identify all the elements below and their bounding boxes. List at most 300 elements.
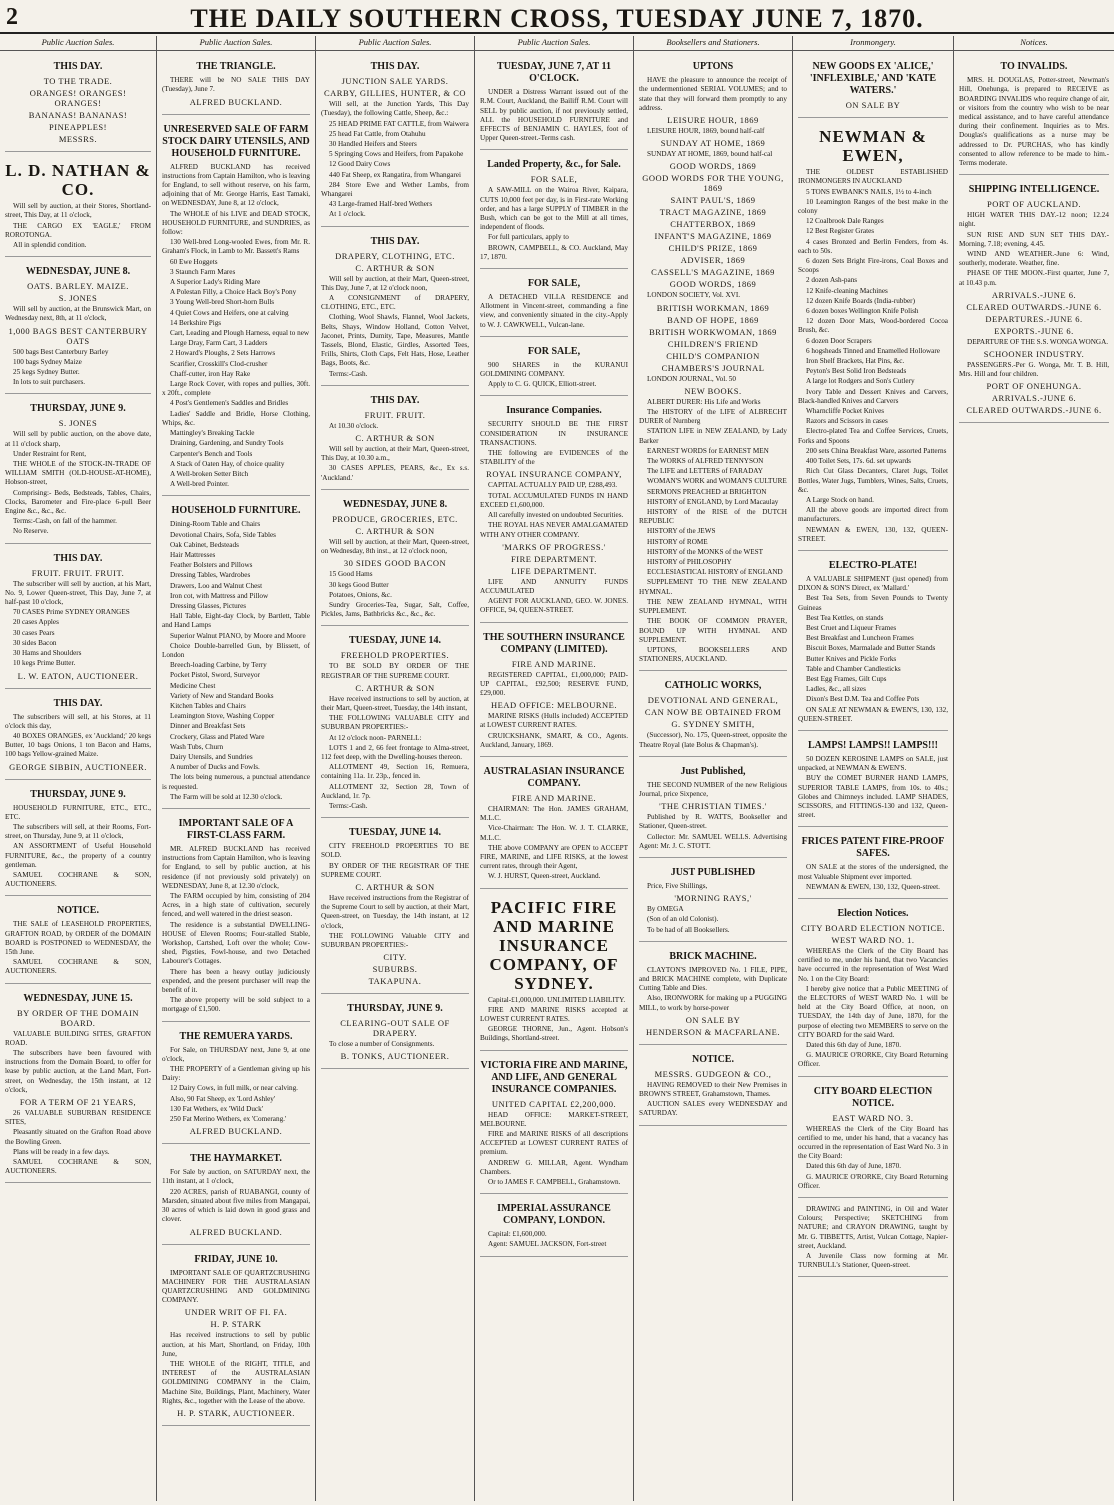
- ad-text-line: FIRE AND MARINE.: [511, 658, 597, 669]
- ad-text-line: A DETACHED VILLA RESIDENCE and Allotment in Vincent-street, commanding a fine view, and conveniently situated in the city.-Apply to W. J. CAWKWELL, Vulcan-lane.: [480, 293, 628, 329]
- ad-text-line: Terms:-Cash.: [329, 369, 368, 378]
- ad-text-line: 40 BOXES ORANGES, ex 'Auckland;' 20 kegs Butter, 10 bags Onions, 1 ton Bacon and Hams, 100 bags Yellow-grained Maize.: [5, 731, 151, 759]
- advertisement: [480, 892, 628, 1051]
- ad-text-line: 14 Berkshire Pigs: [170, 318, 222, 327]
- advertisement: [798, 121, 948, 551]
- ad-text-line: All carefully invested on undoubted Securities.: [488, 511, 624, 520]
- ad-text-line: A Polestan Filly, a Choice Hack Boy's Pony: [170, 288, 297, 297]
- advertisement: [321, 55, 469, 226]
- ad-text-line: Dated this 6th day of June, 1870.: [806, 1041, 902, 1050]
- ad-text-line: UNDER WRIT OF FI. FA.: [184, 1307, 288, 1318]
- ad-text-line: PINEAPPLES!: [49, 122, 107, 133]
- ad-text-line: 440 Fat Sheep, ex Rangatira, from Whangarei: [329, 170, 461, 179]
- ad-text-line: 6 dozen Sets Bright Fire-irons, Coal Boxes and Scoops: [798, 257, 948, 275]
- column-header: Public Auction Sales.: [157, 36, 315, 51]
- ad-text-line: 30 kegs Good Butter: [329, 580, 389, 589]
- ad-text-line: THE OLDEST ESTABLISHED IRONMONGERS IN AUCKLAND: [798, 168, 948, 186]
- ad-text-line: 900 SHARES in the KURANUI GOLDMINING COMPANY.: [480, 360, 628, 379]
- ad-heading: WEDNESDAY, JUNE 8.: [342, 498, 448, 510]
- ad-text-line: Apply to C. G. QUICK, Elliott-street.: [488, 380, 597, 389]
- ad-text-line: Wharncliffe Pocket Knives: [806, 407, 885, 416]
- ad-text-line: Ivory Table and Dessert Knives and Carvers, Black-handled Knives and Carvers: [798, 387, 948, 405]
- ad-text-line: CAN NOW BE OBTAINED FROM: [644, 707, 782, 718]
- advertisement: [798, 902, 948, 1077]
- ad-heading: TUESDAY, JUNE 14.: [348, 827, 442, 839]
- advertisement: [959, 178, 1109, 423]
- ad-text-line: THE above COMPANY are OPEN to ACCEPT FIRE, MARINE, and LIFE RISKS, at the lowest current rates, through their Agent,: [480, 843, 628, 871]
- ad-text-line: Will sell by public auction, on the above date, at 11 o'clock sharp,: [5, 430, 151, 448]
- column-body: [634, 55, 792, 1125]
- ad-text-line: All the above goods are imported direct from manufacturers.: [798, 506, 948, 524]
- ad-text-line: FIRE AND MARINE.: [511, 792, 597, 803]
- ad-text-line: 12 Best Register Grates: [806, 227, 875, 236]
- ad-text-line: A Stack of Oaten Hay, of choice quality: [170, 459, 285, 468]
- ad-text-line: AGENT FOR AUCKLAND, GEO. W. JONES. OFFICE, 94, QUEEN-STREET.: [480, 597, 628, 615]
- ad-text-line: GEORGE THORNE, Jun., Agent. Hobson's Buildings, Shortland-street.: [480, 1025, 628, 1043]
- ad-text-line: 2 dozen Ash-pans: [806, 276, 858, 285]
- ad-text-line: THE CARGO EX 'EAGLE,' FROM ROROTONGA.: [5, 221, 151, 239]
- ad-text-line: 'MORNING RAYS,': [674, 893, 752, 904]
- ad-text-line: By OMEGA: [647, 905, 684, 914]
- ad-text-line: Also, IRONWORK for making up a PUGGING MILL, to work by horse-power: [639, 994, 787, 1012]
- column-body: [475, 55, 633, 1256]
- advertisement: [162, 1025, 310, 1145]
- ad-text-line: STATION LIFE in NEW ZEALAND, by Lady Barker: [639, 427, 787, 445]
- ad-text-line: Dated this 6th day of June, 1870.: [806, 1162, 902, 1171]
- ad-text-line: The HISTORY of the LIFE of ALBRECHT DURER of Nurnberg: [639, 408, 787, 426]
- ad-text-line: ARRIVALS.-JUNE 6.: [991, 289, 1077, 300]
- ad-text-line: Capital-£1,000,000. UNLIMITED LIABILITY.: [488, 995, 626, 1004]
- advertisement: [480, 760, 628, 889]
- advertisement: [162, 812, 310, 1022]
- ad-text-line: The FARM occupied by him, consisting of 204 Acres, in a high state of cultivation, securely fenced, and well watered in the driest season.: [162, 892, 310, 919]
- ad-text-line: CHAMBERS'S JOURNAL: [661, 362, 765, 373]
- ad-text-line: EAST WARD NO. 3.: [832, 1112, 914, 1123]
- ad-text-line: Electro-plated Tea and Coffee Services, Cruets, Forks and Spoons: [798, 427, 948, 445]
- ad-heading: NOTICE.: [57, 905, 99, 917]
- advertisement: [480, 272, 628, 337]
- column-header: Ironmongery.: [793, 36, 953, 51]
- ad-heading: VICTORIA FIRE AND MARINE, AND LIFE, AND GENERAL INSURANCE COMPANIES.: [480, 1059, 628, 1095]
- ad-heading: LAMPS! LAMPS!! LAMPS!!!: [808, 739, 938, 751]
- ad-text-line: 250 Fat Merino Wethers, ex 'Comerang.': [170, 1115, 287, 1124]
- ad-text-line: HENDERSON & MACFARLANE.: [646, 1026, 780, 1037]
- ad-text-line: 43 Large-framed Half-bred Wethers: [329, 200, 433, 209]
- ad-text-line: THE SALE of LEASEHOLD PROPERTIES, GRAFTON ROAD, by ORDER of the DOMAIN BOARD is POSTPONED to WEDNESDAY, the 15th June.: [5, 920, 151, 956]
- ad-text-line: 100 bags Sydney Maize: [13, 357, 82, 366]
- ad-text-line: 25 HEAD PRIME FAT CATTLE, from Waiwera: [329, 119, 469, 128]
- ad-text-line: SAINT PAUL'S, 1869: [670, 195, 756, 206]
- ad-text-line: PORT OF AUCKLAND.: [986, 199, 1082, 210]
- ad-heading: THIS DAY.: [53, 61, 103, 73]
- ad-text-line: Dressing Glasses, Pictures: [170, 601, 247, 610]
- ad-text-line: JUNCTION SALE YARDS.: [341, 76, 449, 87]
- ad-text-line: ADVISER, 1869: [680, 255, 746, 266]
- column-body: [793, 55, 953, 1277]
- column-header: Public Auction Sales.: [0, 36, 156, 51]
- ad-text-line: ALFRED BUCKLAND.: [189, 1126, 283, 1137]
- ad-text-line: B. TONKS, AUCTIONEER.: [340, 1051, 450, 1062]
- ad-text-line: 30 SIDES GOOD BACON: [343, 558, 447, 569]
- ad-text-line: FIRE AND MARINE RISKS accepted at LOWEST CURRENT RATES.: [480, 1005, 628, 1023]
- ad-text-line: The WHOLE of his LIVE and DEAD STOCK, HOUSEHOLD FURNITURE, and SUNDRIES, as follow:: [162, 209, 310, 237]
- column-body: [954, 55, 1114, 423]
- ad-text-line: The subscribers will sell, at his Stores, at 11 o'clock this day,: [5, 712, 151, 730]
- ad-text-line: PASSENGERS.-Per G. Wonga, Mr. T. B. Hill, Mrs. Hill and four children.: [959, 361, 1109, 379]
- ad-heading: BRICK MACHINE.: [669, 950, 757, 962]
- ad-text-line: PRODUCE, GROCERIES, ETC.: [332, 513, 458, 524]
- advertisement: [321, 493, 469, 626]
- column-header: Public Auction Sales.: [475, 36, 633, 51]
- ad-text-line: 30 Hams and Shoulders: [13, 649, 82, 658]
- ad-text-line: CITY FREEHOLD PROPERTIES TO BE SOLD.: [321, 842, 469, 860]
- ad-text-line: NEWMAN & EWEN, 130, 132, QUEEN-STREET.: [798, 525, 948, 543]
- ad-heading: FOR SALE,: [527, 278, 581, 290]
- ad-text-line: Will sell by auction, at their Stores, Shortland-street, This Day, at 11 o'clock,: [5, 202, 151, 220]
- ad-text-line: The lots being numerous, a punctual attendance is requested.: [162, 773, 310, 791]
- ad-text-line: ECCLESIASTICAL HISTORY of ENGLAND: [647, 568, 783, 577]
- advertisement: [639, 55, 787, 671]
- ad-heading: WEDNESDAY, JUNE 15.: [23, 992, 133, 1004]
- ad-text-line: Best Egg Frames, Gilt Cups: [806, 674, 887, 683]
- ad-text-line: In lots to suit purchasers.: [13, 378, 86, 387]
- ad-text-line: Also, 90 Fat Sheep, ex 'Lord Ashley': [170, 1094, 276, 1103]
- ad-text-line: HISTORY of the RISE of the DUTCH REPUBLIC: [639, 508, 787, 526]
- ad-text-line: G. SYDNEY SMITH,: [671, 719, 755, 730]
- column-header: Booksellers and Stationers.: [634, 36, 792, 51]
- ad-text-line: 50 DOZEN KEROSINE LAMPS on SALE, just unpacked, at NEWMAN & EWEN'S.: [798, 754, 948, 773]
- ad-text-line: Iron cot, with Mattress and Pillow: [170, 591, 269, 600]
- ad-text-line: Clothing, Wool Shawls, Flannel, Wool Jackets, Belts, Shays, Window Holland, Cotton Velvet, Jaconet, Prints, Dumity, Tape, Measures, Mantle Tassels, Blond, Elastic, Girdles, Assorted Tees, Frills, Shirts, Cloth Caps, Felt Hats, Hose, Leather Bags, Boots, &c.: [321, 313, 469, 368]
- ad-text-line: 284 Store Ewe and Wether Lambs, from Whangarei: [321, 180, 469, 199]
- column-header: Public Auction Sales.: [316, 36, 474, 51]
- column-7: [954, 36, 1114, 1501]
- column-1: [0, 36, 157, 1501]
- ad-text-line: FOR A TERM OF 21 YEARS,: [19, 1096, 137, 1107]
- ad-text-line: MRS. H. DOUGLAS, Potter-street, Newman's Hill, Onehunga, is prepared to RECEIVE as BOARDING INVALIDS who require change of air, or visitors from the country who wish to be near medical assistance, and to have careful attendance during their confinement. Inquiries as to Mrs. Douglas's qualifications as a nurse may be addressed to Dr. PURCHAS, who has kindly consented to allow reference to be made to him.-Terms moderate.: [959, 76, 1109, 168]
- ad-text-line: Terms:-Cash.: [329, 801, 368, 810]
- ad-text-line: PORT OF ONEHUNGA.: [986, 381, 1082, 392]
- ad-text-line: 70 CASES Prime SYDNEY ORANGES: [13, 608, 130, 617]
- ad-text-line: THE following are EVIDENCES of the STABILITY of the: [480, 449, 628, 467]
- ad-text-line: Dining-Room Table and Chairs: [170, 520, 261, 529]
- ad-text-line: WEST WARD NO. 1.: [831, 935, 915, 945]
- ad-text-line: H. P. STARK: [210, 1319, 262, 1330]
- ad-text-line: 25 kegs Sydney Butter.: [13, 368, 80, 377]
- ad-text-line: For Sale by auction, on SATURDAY next, the 11th instant, at 1 o'clock,: [162, 1168, 310, 1186]
- ad-heading: THIS DAY.: [370, 394, 420, 406]
- ad-text-line: CRUICKSHANK, SMART, & CO., Agents. Auckland, January, 1869.: [480, 731, 628, 749]
- ad-text-line: Iron Shelf Brackets, Hat Pins, &c.: [806, 357, 905, 366]
- ad-heading: SHIPPING INTELLIGENCE.: [968, 184, 1100, 196]
- ad-text-line: HAVE the pleasure to announce the receipt of the undermentioned SERIAL VOLUMES; and to state that they will forward them promptly to any address.: [639, 76, 787, 112]
- ad-text-line: Will sell by auction, at their Mart, Queen-street, This Day, at 10.30 a.m.,: [321, 445, 469, 463]
- ad-text-line: ALFRED BUCKLAND.: [189, 1226, 283, 1237]
- ad-text-line: LEISURE HOUR, 1869, bound half-calf: [647, 127, 765, 136]
- column-body: [157, 55, 315, 1426]
- ad-text-line: Dinner and Breakfast Sets: [170, 722, 246, 731]
- ad-text-line: EXPORTS.-JUNE 6.: [994, 325, 1074, 336]
- ad-text-line: Mattingley's Breaking Tackle: [170, 429, 255, 438]
- ad-text-line: ARRIVALS.-JUNE 6.: [991, 393, 1077, 404]
- advertisement: [798, 1201, 948, 1277]
- ad-text-line: SERMONS PREACHED at BRIGHTON: [647, 487, 767, 496]
- advertisement: [321, 629, 469, 818]
- ad-text-line: Feather Bolsters and Pillows: [170, 561, 253, 570]
- advertisement: [480, 626, 628, 757]
- advertisement: [162, 118, 310, 497]
- ad-text-line: Devotional Chairs, Sofa, Side Tables: [170, 530, 276, 539]
- ad-text-line: A Well-bred Pointer.: [170, 480, 229, 489]
- ad-heading: JUST PUBLISHED: [670, 866, 756, 878]
- advertisement: [639, 760, 787, 858]
- ad-text-line: SCHOONER INDUSTRY.: [983, 349, 1085, 360]
- ad-text-line: Plans will be ready in a few days.: [13, 1147, 110, 1156]
- ad-text-line: THE BOOK OF COMMON PRAYER, BOUND UP WITH HYMNAL AND SUPPLEMENT.: [639, 617, 787, 644]
- ad-heading: THE HAYMARKET.: [190, 1153, 282, 1165]
- column-header: Notices.: [954, 36, 1114, 51]
- ad-text-line: FIRE and MARINE RISKS of all descriptions ACCEPTED at LOWEST CURRENT RATES of premium.: [480, 1129, 628, 1157]
- ad-text-line: Ladles, &c., all sizes: [806, 685, 866, 694]
- ad-text-line: THE ROYAL HAS NEVER AMALGAMATED WITH ANY OTHER COMPANY.: [480, 521, 628, 539]
- ad-text-line: GEORGE SIBBIN, AUCTIONEER.: [9, 761, 147, 772]
- ad-text-line: ON SALE BY: [685, 1014, 741, 1025]
- ad-text-line: WHEREAS the Clerk of the City Board has certified to me, under his hand, that a vacancy has occurred in the representation of East Ward No. 3 in the City Board:: [798, 1124, 948, 1161]
- ad-text-line: 60 Ewe Hoggets: [170, 257, 218, 266]
- ad-text-line: Will sell by auction, at their Mart, Queen-street, This Day, June 7, at 12 o'clock noon,: [321, 274, 469, 292]
- ad-text-line: ROYAL INSURANCE COMPANY,: [486, 469, 622, 480]
- advertisement: [162, 1248, 310, 1426]
- advertisement: [5, 260, 151, 394]
- ad-text-line: At 12 o'clock noon- PARNELL:: [329, 733, 422, 742]
- ad-text-line: Has received instructions to sell by public auction, at his Mart, Shortland, on Friday, 10th June,: [162, 1331, 310, 1358]
- ad-text-line: Cart, Leading and Plough Harness, equal to new: [170, 329, 310, 338]
- ad-text-line: 25 head Fat Cattle, from Otahuhu: [329, 129, 426, 138]
- ad-text-line: Collector: Mr. SAMUEL WELLS. Advertising Agent: Mr. J. C. STOTT.: [639, 832, 787, 850]
- ad-heading: THIS DAY.: [370, 61, 420, 73]
- ad-text-line: To close a number of Consignments.: [329, 1040, 435, 1049]
- ad-text-line: Have received instructions from the Registrar of the Supreme Court to sell by auction, at their Mart, Queen-street, on Tuesday, the 14th instant, at 12 o'clock,: [321, 893, 469, 930]
- ad-heading: NOTICE.: [692, 1053, 734, 1065]
- ad-text-line: UNITED CAPITAL £2,200,000.: [491, 1098, 617, 1109]
- ad-text-line: SECURITY SHOULD BE THE FIRST CONSIDERATION IN INSURANCE TRANSACTIONS.: [480, 420, 628, 447]
- ad-heading: FRIDAY, JUNE 10.: [194, 1253, 278, 1265]
- ad-text-line: At 1 o'clock.: [329, 210, 366, 219]
- ad-heading: THE REMUERA YARDS.: [179, 1030, 293, 1042]
- ad-text-line: FIRE DEPARTMENT.: [511, 553, 597, 564]
- ad-text-line: Kitchen Tables and Chairs: [170, 701, 246, 710]
- ad-text-line: Wash Tubs, Churn: [170, 742, 224, 751]
- ad-text-line: Butter Knives and Pickle Forks: [806, 654, 897, 663]
- advertisement: [321, 997, 469, 1069]
- ad-text-line: DEPARTURES.-JUNE 6.: [985, 313, 1083, 324]
- ad-text-line: ALFRED BUCKLAND.: [189, 96, 283, 107]
- ad-text-line: 12 dozen Knife Boards (India-rubber): [806, 296, 915, 305]
- ad-text-line: The WORKS of ALFRED TENNYSON: [647, 457, 764, 466]
- ad-text-line: 12 Good Dairy Cows: [329, 160, 391, 169]
- ad-heading: IMPORTANT SALE OF A FIRST-CLASS FARM.: [178, 818, 294, 841]
- ad-text-line: INFANT'S MAGAZINE, 1869: [654, 231, 772, 242]
- ad-text-line: THE SECOND NUMBER of the new Religious Journal, price Sixpence,: [639, 780, 787, 798]
- ad-text-line: GOOD WORDS FOR THE YOUNG, 1869: [642, 173, 784, 194]
- advertisement: [5, 155, 151, 257]
- ad-text-line: 15 Good Hams: [329, 570, 373, 579]
- ad-heading: ELECTRO-PLATE!: [828, 559, 918, 571]
- ad-heading: Just Published,: [680, 765, 746, 777]
- ad-text-line: SAMUEL COCHRANE & SON, AUCTIONEERS.: [5, 1158, 151, 1176]
- ad-text-line: For Sale, on THURSDAY next, June 9, at one o'clock,: [162, 1045, 310, 1063]
- ad-text-line: 6 dozen boxes Wellington Knife Polish: [806, 307, 919, 316]
- ad-text-line: DEVOTIONAL AND GENERAL,: [647, 695, 779, 706]
- ad-heading: UNRESERVED SALE OF FARM STOCK DAIRY UTENSILS, AND HOUSEHOLD FURNITURE.: [162, 123, 310, 159]
- masthead: [0, 0, 1114, 34]
- ad-text-line: CLEARED OUTWARDS.-JUNE 6.: [966, 301, 1102, 312]
- ad-text-line: Agent: SAMUEL JACKSON, Fort-street: [488, 1240, 607, 1249]
- column-2: [157, 36, 316, 1501]
- ad-text-line: 130 Well-bred Long-wooled Ewes, from Mr. R. Graham's Flock, in Lamb to Mr. Bassett's Rams: [162, 238, 310, 256]
- ad-text-line: ALBERT DURER: His Life and Works: [647, 397, 761, 406]
- ad-text-line: CHILD'S PRIZE, 1869: [668, 243, 758, 254]
- advertisement: [321, 389, 469, 490]
- ad-text-line: BRITISH WORKMAN, 1869: [656, 302, 770, 313]
- ad-text-line: 'THE CHRISTIAN TIMES.': [659, 801, 767, 812]
- advertisement: [5, 783, 151, 897]
- ad-text-line: 4 cases Bronzed and Berlin Fenders, from 4s. each to 50s.: [798, 237, 948, 255]
- ad-text-line: Price, Five Shillings,: [647, 881, 708, 890]
- ad-text-line: A Superior Lady's Riding Mare: [170, 278, 261, 287]
- ad-heading: FRICES PATENT FIRE-PROOF SAFES.: [801, 836, 945, 860]
- ad-text-line: ALFRED BUCKLAND has received instructions from Captain Hamilton, who is leaving for England, to sell without reserve, on his farm, adjoining that of Mr. George Harris, East Tamaki, on WEDNESDAY, June 8, at 12 o'clock,: [162, 162, 310, 208]
- ad-text-line: C. ARTHUR & SON: [355, 433, 435, 444]
- ad-text-line: The subscribers have been favoured with instructions from the Domain Board, to offer for lease by public auction, at the Land Mart, Fort-street, on Wednesday, the 15th instant, at 12 o'clock,: [5, 1048, 151, 1094]
- ad-text-line: The Farm will be sold at 12.30 o'clock.: [170, 792, 283, 801]
- ad-text-line: NEW BOOKS.: [684, 385, 742, 396]
- ad-heading: THE TRIANGLE.: [196, 61, 276, 73]
- advertisement: [480, 1054, 628, 1195]
- ad-text-line: Will sell by auction, at the Brunswick Mart, on Wednesday next, 8th, at 11 o'clock,: [5, 305, 151, 323]
- ad-heading: IMPERIAL ASSURANCE COMPANY, LONDON.: [497, 1203, 611, 1227]
- ad-text-line: HISTORY of ENGLAND, by Lord Macaulay: [647, 497, 779, 506]
- ad-text-line: WHEREAS the Clerk of the City Board has certified to me, under his hand, that two Vacancies have occurred in the representation of West Ward No. 1 on the City Board:: [798, 947, 948, 983]
- ad-text-line: The residence is a substantial DWELLING-HOUSE of Eleven Rooms; Four-stalled Stable, Workshop, Cartshed, Loft over the whole; Cow-shed, Pigsties, Fowl-house, and two Detached Labourer's Cottages.: [162, 920, 310, 966]
- ad-text-line: 200 sets China Breakfast Ware, assorted Patterns: [806, 446, 947, 455]
- ad-text-line: PHASE OF THE MOON.-First quarter, June 7, at 10.43 p.m.: [959, 269, 1109, 287]
- advertisement: [162, 499, 310, 809]
- ad-text-line: ON SALE AT NEWMAN & EWEN'S, 130, 132, QUEEN-STREET.: [798, 705, 948, 723]
- column-body: [0, 55, 156, 1183]
- ad-text-line: Terms:-Cash, on fall of the hammer.: [13, 517, 117, 526]
- ad-text-line: Superior Walnut PIANO, by Moore and Moore: [170, 631, 306, 640]
- ad-text-line: THE WHOLE of the RIGHT, TITLE, and INTEREST of the AUSTRALASIAN GOLDMINING COMPANY in the Claim, Machine Site, Buildings, Plant, Machinery, Water Rights, &c., together with the Lease of the above.: [162, 1359, 310, 1405]
- ad-text-line: W. J. HURST, Queen-street, Auckland.: [488, 872, 601, 881]
- advertisement: [5, 55, 151, 152]
- ad-text-line: LONDON JOURNAL, Vol. 50: [647, 374, 736, 383]
- ad-text-line: 20 cases Apples: [13, 618, 59, 627]
- ad-text-line: CHILDREN'S FRIEND: [667, 338, 759, 349]
- ad-text-line: G. MAURICE O'RORKE, City Board Returning Officer.: [798, 1172, 948, 1190]
- ad-text-line: 3 Young Well-bred Short-horn Bulls: [170, 298, 275, 307]
- ad-heading: THIS DAY.: [53, 552, 103, 564]
- ad-text-line: 30 sides Bacon: [13, 638, 57, 647]
- ad-text-line: WIND AND WEATHER.-June 6: Wind, southerly, moderate. Weather, fine.: [959, 250, 1109, 268]
- ad-text-line: HIGH WATER THIS DAY.-12 noon; 12.24 night.: [959, 211, 1109, 229]
- ad-text-line: LIFE DEPARTMENT.: [511, 565, 597, 576]
- ad-text-line: Scarifier, Crosskill's Clod-crusher: [170, 359, 268, 368]
- ad-heading: Landed Property, &c., for Sale.: [487, 159, 621, 171]
- ad-text-line: HEAD OFFICE: MELBOURNE.: [490, 700, 618, 711]
- advertisement: [798, 55, 948, 118]
- ad-text-line: Carpenter's Bench and Tools: [170, 449, 253, 458]
- ad-text-line: Draining, Gardening, and Sundry Tools: [170, 439, 284, 448]
- ad-heading: THURSDAY, JUNE 9.: [347, 1003, 443, 1015]
- ad-text-line: Large Dray, Farm Cart, 3 Ladders: [170, 339, 268, 348]
- ad-text-line: There has been a heavy outlay judiciously expended, and the present purchaser will reap the benefit of it.: [162, 967, 310, 995]
- ad-text-line: L. W. EATON, AUCTIONEER.: [17, 670, 139, 681]
- ad-text-line: A CONSIGNMENT of DRAPERY, CLOTHING, ETC., ETC.: [321, 294, 469, 312]
- ad-heading: UPTONS: [692, 61, 734, 73]
- ad-text-line: A Large Stock on hand.: [806, 495, 874, 504]
- column-4: [475, 36, 634, 1501]
- ad-text-line: (Successor), No. 175, Queen-street, opposite the Theatre Royal (late Bolus & Chapman's).: [639, 731, 787, 749]
- ad-text-line: TO THE TRADE.: [43, 76, 113, 87]
- ad-heading: Insurance Companies.: [506, 405, 602, 417]
- ad-text-line: 12 Dairy Cows, in full milk, or near calving.: [170, 1084, 298, 1093]
- advertisement: [639, 861, 787, 942]
- advertisement: [5, 987, 151, 1184]
- ad-text-line: Medicine Chest: [170, 681, 216, 690]
- ad-text-line: Best Tea Kettles, on stands: [806, 613, 884, 622]
- ad-text-line: SUN RISE AND SUN SET THIS DAY.-Morning, 7.18; evening, 4.45.: [959, 230, 1109, 248]
- ad-heading: Election Notices.: [837, 908, 909, 919]
- ad-text-line: 2 Howard's Ploughs, 2 Sets Harrows: [170, 349, 276, 358]
- ad-text-line: GOOD WORDS, 1869: [669, 161, 757, 172]
- ad-text-line: All in splendid condition.: [13, 241, 87, 250]
- ad-text-line: S. JONES: [58, 418, 98, 429]
- ad-text-line: Dairy Utensils, and Sundries: [170, 752, 253, 761]
- advertisement: [480, 340, 628, 397]
- ad-text-line: 5 TONS EWBANK'S NAILS, 1½ to 4-inch: [806, 187, 932, 196]
- ad-text-line: Pleasantly situated on the Grafton Road above the Bowling Green.: [5, 1128, 151, 1146]
- ad-text-line: The subscribers will sell, at their Rooms, Fort-street, on Thursday, June 9, at 11 o'clock,: [5, 822, 151, 841]
- advertisement: [5, 899, 151, 983]
- ad-text-line: BRITISH WORKWOMAN, 1869: [649, 326, 777, 337]
- ad-text-line: The above property will be sold subject to a mortgage of £1,500.: [162, 996, 310, 1014]
- ad-text-line: C. ARTHUR & SON: [355, 682, 435, 693]
- ad-text-line: Or to JAMES F. CAMPBELL, Grahamstown.: [488, 1178, 621, 1186]
- ad-text-line: 'MARKS OF PROGRESS.': [502, 541, 606, 552]
- ad-text-line: 5 Springing Cows and Heifers, from Papakohe: [329, 150, 464, 159]
- ad-text-line: HEAD OFFICE: MARKET-STREET, MELBOURNE.: [480, 1110, 628, 1128]
- ad-text-line: DRAPERY, CLOTHING, ETC.: [335, 250, 455, 261]
- ad-text-line: Biscuit Boxes, Marmalade and Butter Stands: [806, 644, 936, 653]
- ad-text-line: MR. ALFRED BUCKLAND has received instructions from Captain Hamilton, who is leaving for England, to sell by public auction, at his residence (if not previously sold privately) on WEDNESDAY, June 8, at 12.30 o'clock,: [162, 845, 310, 890]
- ad-text-line: Large Rock Cover, with ropes and pullies, 30ft. x 20ft., complete: [162, 380, 310, 398]
- ad-text-line: At 10.30 o'clock.: [329, 421, 379, 430]
- ad-text-line: BY ORDER OF THE REGISTRAR OF THE SUPREME COURT.: [321, 861, 469, 879]
- advertisement: [639, 1048, 787, 1126]
- ad-text-line: MESSRS.: [58, 134, 98, 145]
- ad-display-name: NEWMAN & EWEN,: [819, 127, 927, 166]
- ad-text-line: No Reserve.: [13, 527, 49, 536]
- ad-text-line: FRUIT. FRUIT. FRUIT.: [31, 567, 125, 578]
- ad-text-line: TRACT MAGAZINE, 1869: [659, 207, 767, 218]
- ad-text-line: THE NEW ZEALAND HYMNAL, WITH SUPPLEMENT.: [639, 597, 787, 616]
- ad-text-line: Leamington Stove, Washing Copper: [170, 712, 275, 721]
- ad-text-line: 30 cases Pears: [13, 628, 55, 637]
- ad-text-line: To be had of all Booksellers.: [647, 925, 730, 934]
- ad-text-line: Hair Mattresses: [170, 550, 216, 559]
- ad-text-line: For full particulars, apply to: [488, 233, 569, 242]
